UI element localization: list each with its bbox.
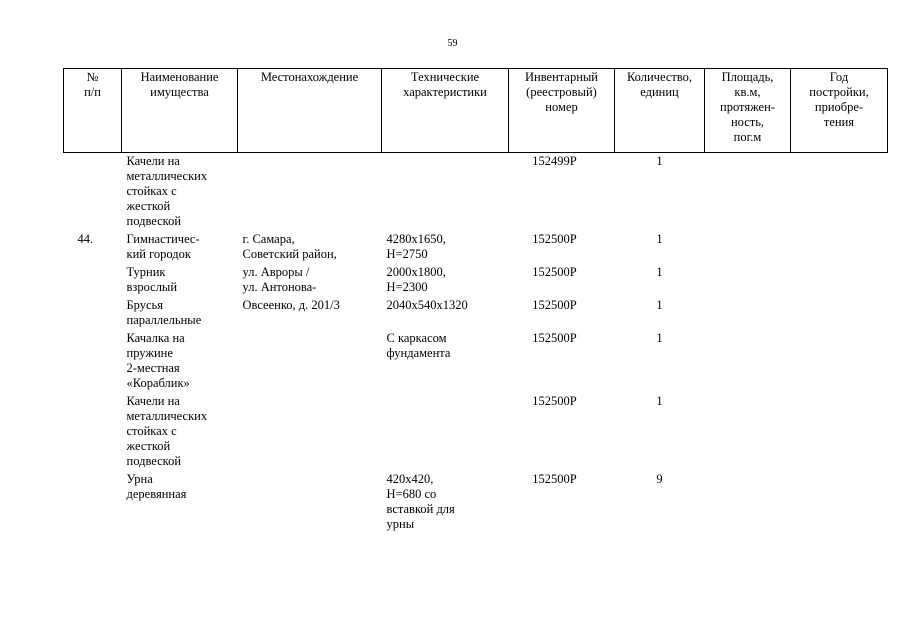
table-row [64,231,888,264]
cell-number [64,264,122,297]
cell-area [705,471,791,534]
cell-line: Качели на [126,394,180,408]
cell-quantity: 1 [656,394,663,408]
cell-inventory-number: 152499Р [532,154,577,168]
header-area [705,69,791,153]
cell-line: металлических [126,169,208,183]
cell-line: урны [386,517,415,531]
cell-year [791,264,888,297]
cell-location [238,393,382,471]
cell-line: 420х420, [386,472,434,486]
header-line: п/п [84,85,101,99]
header-line: кв.м, [734,85,761,99]
header-line: номер [545,100,578,114]
cell-number [64,153,122,232]
cell-number [64,297,122,330]
cell-area [705,330,791,393]
header-row [64,69,888,153]
cell-line: вставкой для [386,502,455,516]
cell-line: Гимнастичес- [126,232,200,246]
cell-line: 2-местная [126,361,180,375]
cell-property-name [122,153,238,232]
cell-line: ул. Антонова- [242,280,317,294]
cell-line: фундамента [386,346,451,360]
cell-location [238,297,382,330]
header-inventory [509,69,615,153]
cell-year [791,297,888,330]
table-row [64,297,888,330]
cell-line: пружине [126,346,173,360]
cell-inventory-number: 152500Р [532,298,577,312]
header-line: имущества [150,85,209,99]
header-line: приобре- [814,100,864,114]
cell-area [705,264,791,297]
cell-tech-specs [382,231,509,264]
cell-line: стойках с [126,424,177,438]
cell-line: Качалка на [126,331,185,345]
cell-location [238,231,382,264]
cell-inventory-number: 152500Р [532,331,577,345]
cell-property-name [122,471,238,534]
cell-year [791,471,888,534]
cell-line: 2000х1800, [386,265,446,279]
header-location [238,69,382,153]
cell-line: Н=2750 [386,247,428,261]
property-table [63,68,888,534]
cell-line: деревянная [126,487,187,501]
cell-number [64,393,122,471]
cell-tech-specs [382,153,509,232]
cell-property-name [122,393,238,471]
cell-line: кий городок [126,247,191,261]
header-line: тения [823,115,855,129]
cell-line: подвеской [126,454,182,468]
header-line: характеристики [403,85,487,99]
header-line: единиц [640,85,679,99]
cell-property-name [122,264,238,297]
cell-line: параллельные [126,313,202,327]
table-row [64,330,888,393]
cell-line: Овсеенко, д. 201/3 [242,298,340,312]
header-line: Местонахождение [260,70,359,84]
table-row [64,153,888,232]
cell-quantity: 1 [656,154,663,168]
cell-quantity: 9 [656,472,663,486]
cell-quantity: 1 [656,232,663,246]
cell-line: Урна [126,472,153,486]
cell-line: ул. Авроры / [242,265,310,279]
cell-number [64,330,122,393]
cell-quantity: 1 [656,331,663,345]
cell-area [705,393,791,471]
cell-tech-specs [382,330,509,393]
header-line: пог.м [733,130,762,144]
cell-inventory-number: 152500Р [532,232,577,246]
cell-line: стойках с [126,184,177,198]
cell-location [238,330,382,393]
cell-line: 44. [77,232,94,246]
header-line: постройки, [809,85,869,99]
cell-line: Качели на [126,154,180,168]
table-row [64,471,888,534]
cell-location [238,264,382,297]
cell-line: металлических [126,409,208,423]
cell-inventory-number: 152500Р [532,265,577,279]
header-line: № [86,70,99,84]
cell-inventory-number: 152500Р [532,394,577,408]
table-row [64,393,888,471]
cell-line: «Кораблик» [126,376,190,390]
cell-year [791,153,888,232]
header-line: Наименование [140,70,219,84]
cell-line: 4280х1650, [386,232,446,246]
cell-year [791,393,888,471]
cell-area [705,231,791,264]
cell-quantity: 1 [656,298,663,312]
cell-line: подвеской [126,214,182,228]
cell-line: Брусья [126,298,164,312]
header-year [791,69,888,153]
cell-number [64,231,122,264]
cell-year [791,231,888,264]
header-line: Площадь, [721,70,774,84]
cell-line: Советский район, [242,247,337,261]
cell-year [791,330,888,393]
cell-tech-specs [382,264,509,297]
header-line: Количество, [626,70,693,84]
cell-line: жесткой [126,199,171,213]
cell-line: г. Самара, [242,232,295,246]
cell-line: Н=680 со [386,487,437,501]
cell-line: жесткой [126,439,171,453]
header-name [122,69,238,153]
header-line: Технические [410,70,480,84]
property-table-container [63,68,887,534]
cell-location [238,471,382,534]
header-line: Год [829,70,849,84]
cell-line: С каркасом [386,331,447,345]
cell-tech-specs [382,297,509,330]
cell-location [238,153,382,232]
header-tech [382,69,509,153]
header-line: (реестровый) [526,85,597,99]
cell-inventory-number: 152500Р [532,472,577,486]
cell-area [705,297,791,330]
header-line: ность, [730,115,765,129]
cell-property-name [122,330,238,393]
table-row [64,264,888,297]
cell-line: Турник [126,265,166,279]
cell-property-name [122,231,238,264]
cell-number [64,471,122,534]
header-line: Инвентарный [525,70,598,84]
header-line: протяжен- [720,100,775,114]
table-header [64,69,888,153]
table-body [64,153,888,535]
page-number: 59 [447,38,458,49]
cell-line: Н=2300 [386,280,428,294]
cell-tech-specs [382,393,509,471]
cell-area [705,153,791,232]
cell-line: взрослый [126,280,178,294]
cell-tech-specs [382,471,509,534]
header-num [64,69,122,153]
cell-property-name [122,297,238,330]
cell-quantity: 1 [656,265,663,279]
cell-line: 2040х540х1320 [386,298,468,312]
header-quantity [615,69,705,153]
